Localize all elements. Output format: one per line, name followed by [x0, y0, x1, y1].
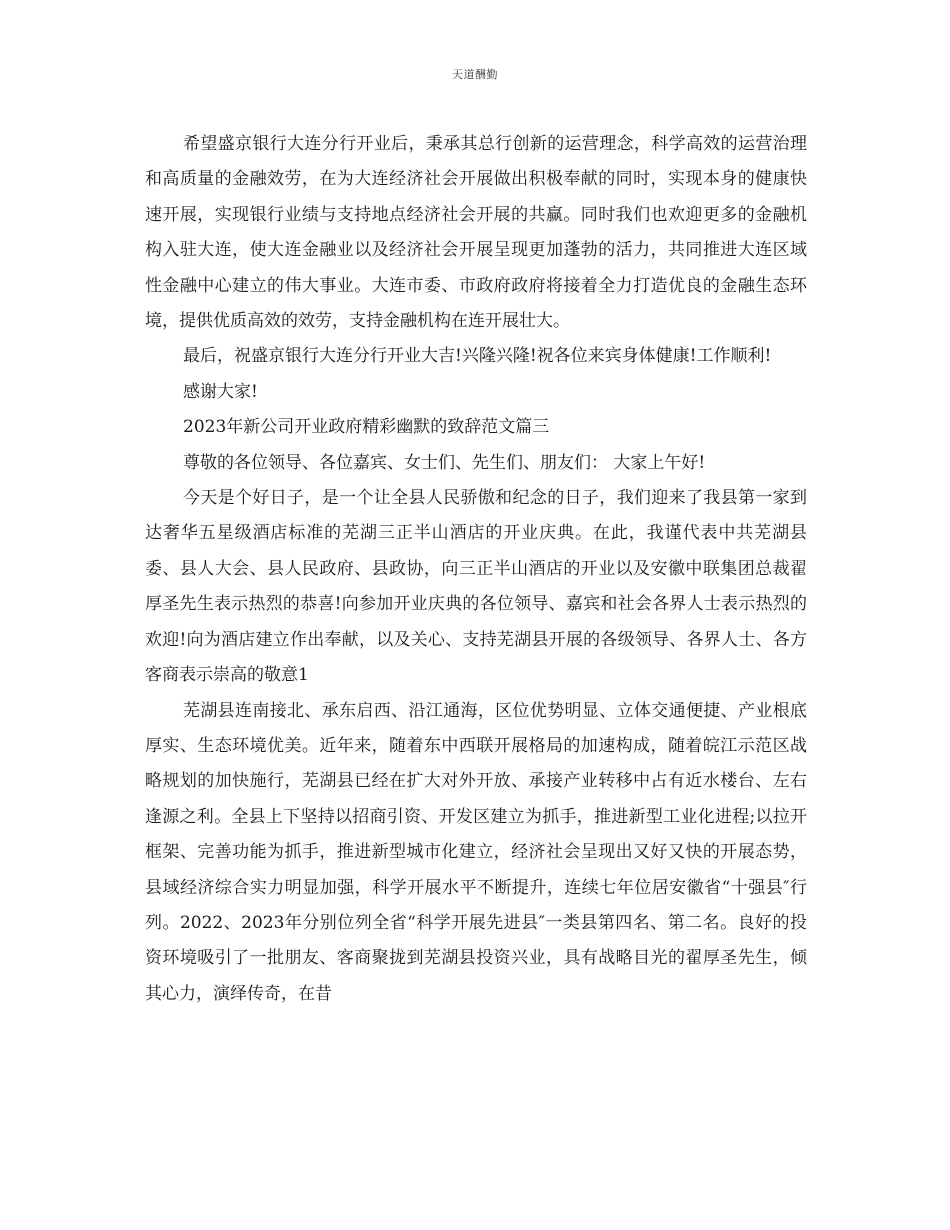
paragraph: 芜湖县连南接北、承东启西、沿江通海，区位优势明显、立体交通便捷、产业根底厚实、生态环境优美。近年来，随着东中西联开展格局的加速构成，随着皖江示范区战略规划的加快施行，芜湖县已经在扩大对外开放、承接产业转移中占有近水楼台、左右逢源之利。全县上下坚持以招商引资、开发区建立为抓手，推进新型工业化进程;以拉开框架、完善功能为抓手，推进新型城市化建立，经济社会呈现出又好又快的开展态势，县域经济综合实力明显加强，科学开展水平不断提升，连续七年位居安徽省“十强县″行列。2022、2023年分别位列全省“科学开展先进县″一类县第四名、第二名。良好的投资环境吸引了一批朋友、客商聚拢到芜湖县投资兴业，具有战略目光的翟厚圣先生，倾其心力，演绎传奇，在昔	[145, 700, 807, 1004]
section-title: 2023年新公司开业政府精彩幽默的致辞范文篇三	[183, 417, 550, 438]
page-header: 天道酬勤	[452, 68, 498, 81]
salutation: 尊敬的各位领导、各位嘉宾、女士们、先生们、朋友们： 大家上午好!	[183, 452, 706, 473]
paragraph: 最后，祝盛京银行大连分行开业大吉!兴隆兴隆!祝各位来宾身体健康!工作顺利!	[183, 346, 772, 367]
paragraph: 感谢大家!	[183, 381, 258, 402]
paragraph: 今天是个好日子，是一个让全县人民骄傲和纪念的日子，我们迎来了我县第一家到达奢华五星级酒店标准的芜湖三正半山酒店的开业庆典。在此，我谨代表中共芜湖县委、县人大会、县人民政府、县政协，向三正半山酒店的开业以及安徽中联集团总裁翟厚圣先生表示热烈的恭喜!向参加开业庆典的各位领导、嘉宾和社会各界人士表示热烈的欢迎!向为酒店建立作出奉献，以及关心、支持芜湖县开展的各级领导、各界人士、各方客商表示崇高的敬意1	[145, 488, 807, 686]
paragraph: 希望盛京银行大连分行开业后，秉承其总行创新的运营理念，科学高效的运营治理和高质量的金融效劳，在为大连经济社会开展做出积极奉献的同时，实现本身的健康快速开展，实现银行业绩与支持地点经济社会开展的共赢。同时我们也欢迎更多的金融机构入驻大连，使大连金融业以及经济社会开展呈现更加蓬勃的活力，共同推进大连区域性金融中心建立的伟大事业。大连市委、市政府政府将接着全力打造优良的金融生态环境，提供优质高效的效劳，支持金融机构在连开展壮大。	[145, 134, 807, 332]
document-body	[145, 127, 807, 1012]
